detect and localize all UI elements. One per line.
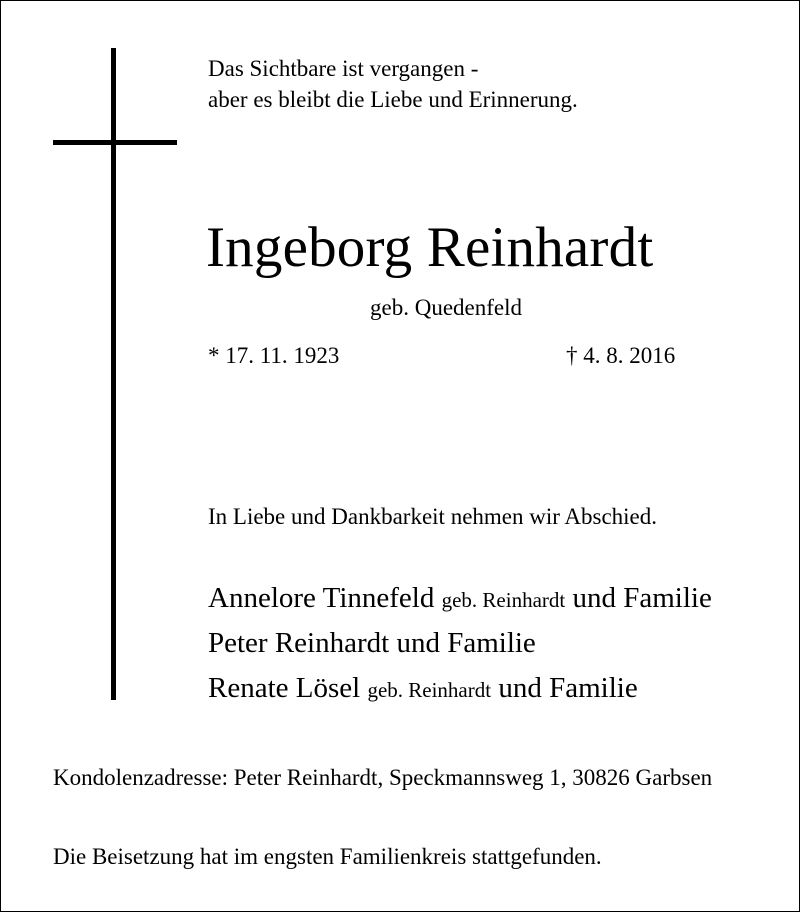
condolence-address: Kondolenzadresse: Peter Reinhardt, Speckmannsweg 1, 30826 Garbsen bbox=[53, 765, 713, 790]
mourner-name: Annelore Tinnefeld bbox=[208, 582, 435, 614]
deceased-name: Ingeborg Reinhardt bbox=[206, 216, 654, 279]
death-date: † 4. 8. 2016 bbox=[566, 343, 676, 368]
motto-line-2: aber es bleibt die Liebe und Erinnerung. bbox=[208, 87, 578, 112]
mourner-suffix: und Familie bbox=[498, 672, 638, 704]
mourner-maiden-note: geb. Reinhardt bbox=[441, 588, 566, 612]
maiden-name: geb. Quedenfeld bbox=[370, 295, 522, 320]
motto-line-1: Das Sichtbare ist vergangen - bbox=[208, 56, 479, 81]
farewell-text: In Liebe und Dankbarkeit nehmen wir Abschied. bbox=[208, 504, 658, 529]
cross-horizontal-bar bbox=[53, 140, 177, 145]
mourner-line bbox=[208, 623, 536, 663]
mourner-line bbox=[208, 668, 638, 710]
mourner-name: Peter Reinhardt bbox=[208, 627, 390, 659]
birth-date: * 17. 11. 1923 bbox=[208, 343, 340, 368]
mourner-suffix: und Familie bbox=[572, 582, 712, 614]
mourner-line bbox=[208, 578, 712, 620]
mourner-suffix: und Familie bbox=[396, 627, 536, 659]
burial-note: Die Beisetzung hat im engsten Familienkreis stattgefunden. bbox=[53, 844, 602, 869]
mourner-name: Renate Lösel bbox=[208, 672, 361, 704]
mourner-maiden-note: geb. Reinhardt bbox=[367, 678, 492, 702]
motto bbox=[208, 53, 578, 115]
cross-vertical-bar bbox=[111, 48, 116, 700]
